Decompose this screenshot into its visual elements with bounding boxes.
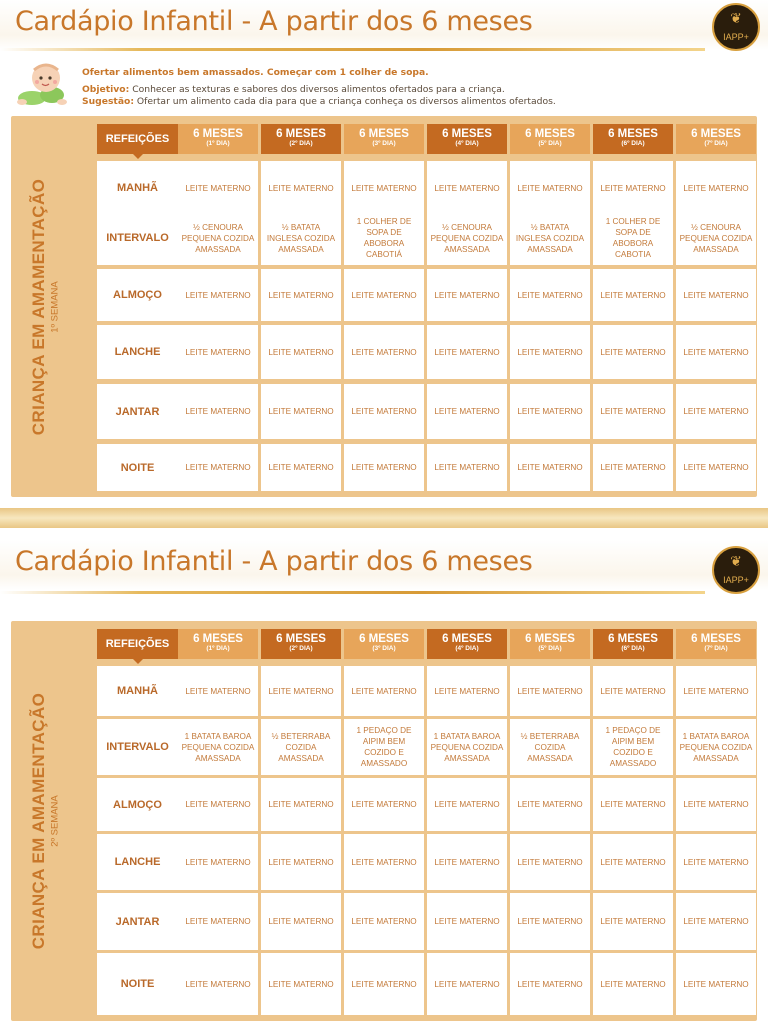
objective-line: Objetivo: Conhecer as texturas e sabores dos diversos alimentos ofertados para a criança.	[82, 84, 505, 95]
meal-label: LANCHE	[97, 325, 178, 379]
menu-cell: LEITE MATERNO	[427, 161, 507, 215]
meals-header: REFEIÇÕES	[97, 124, 178, 154]
day-header-age: 6 MESES	[276, 633, 326, 645]
menu-cell: LEITE MATERNO	[593, 778, 673, 831]
day-header-day: (4º DIA)	[455, 140, 479, 147]
menu-cell: LEITE MATERNO	[427, 834, 507, 890]
menu-table-week-1	[11, 116, 757, 497]
day-header-age: 6 MESES	[525, 633, 575, 645]
page-header	[0, 540, 768, 590]
menu-cell: LEITE MATERNO	[344, 269, 424, 321]
page-title: Cardápio Infantil - A partir dos 6 meses	[15, 6, 533, 37]
menu-cell: LEITE MATERNO	[178, 384, 258, 439]
menu-cell: LEITE MATERNO	[593, 666, 673, 716]
day-header-3	[344, 124, 424, 154]
day-header-5	[510, 629, 590, 659]
day-header-day: (6º DIA)	[621, 645, 645, 652]
day-header-day: (6º DIA)	[621, 140, 645, 147]
menu-cell: ½ BATATA INGLESA COZIDA AMASSADA	[510, 211, 590, 265]
day-header-4	[427, 124, 507, 154]
logo-text: IAPP+	[723, 575, 749, 585]
menu-cell: LEITE MATERNO	[344, 384, 424, 439]
day-header-day: (5º DIA)	[538, 140, 562, 147]
menu-cell: LEITE MATERNO	[344, 953, 424, 1015]
day-header-1	[178, 124, 258, 154]
day-header-day: (3º DIA)	[372, 140, 396, 147]
day-header-2	[261, 124, 341, 154]
logo	[712, 546, 760, 594]
menu-cell: LEITE MATERNO	[676, 666, 756, 716]
menu-cell: LEITE MATERNO	[510, 384, 590, 439]
meal-label: JANTAR	[97, 893, 178, 950]
menu-cell: LEITE MATERNO	[510, 953, 590, 1015]
menu-cell: LEITE MATERNO	[344, 893, 424, 950]
logo-text: IAPP+	[723, 32, 749, 42]
day-header-1	[178, 629, 258, 659]
meal-label: MANHÃ	[97, 161, 178, 215]
menu-cell: LEITE MATERNO	[261, 953, 341, 1015]
menu-cell: LEITE MATERNO	[178, 269, 258, 321]
meal-label: ALMOÇO	[97, 778, 178, 831]
menu-cell: LEITE MATERNO	[510, 161, 590, 215]
page-header	[0, 0, 768, 50]
menu-cell: LEITE MATERNO	[593, 893, 673, 950]
menu-cell: LEITE MATERNO	[427, 953, 507, 1015]
menu-cell: LEITE MATERNO	[427, 444, 507, 491]
menu-cell: LEITE MATERNO	[510, 834, 590, 890]
day-header-day: (2º DIA)	[289, 140, 313, 147]
day-header-age: 6 MESES	[193, 128, 243, 140]
menu-cell: LEITE MATERNO	[261, 444, 341, 491]
menu-cell: LEITE MATERNO	[178, 893, 258, 950]
day-header-day: (1º DIA)	[206, 645, 230, 652]
day-header-7	[676, 124, 756, 154]
day-header-day: (5º DIA)	[538, 645, 562, 652]
menu-cell: LEITE MATERNO	[593, 953, 673, 1015]
menu-cell: LEITE MATERNO	[344, 666, 424, 716]
page-title: Cardápio Infantil - A partir dos 6 meses	[15, 546, 533, 577]
day-header-age: 6 MESES	[442, 633, 492, 645]
menu-cell: LEITE MATERNO	[344, 778, 424, 831]
baby-icon	[10, 58, 70, 110]
menu-cell: LEITE MATERNO	[344, 325, 424, 379]
menu-cell: LEITE MATERNO	[178, 325, 258, 379]
tree-logo-icon: ❦	[730, 11, 742, 27]
menu-cell: LEITE MATERNO	[593, 384, 673, 439]
menu-cell: LEITE MATERNO	[593, 269, 673, 321]
instruction-line: Ofertar alimentos bem amassados. Começar com 1 colher de sopa.	[82, 67, 429, 78]
day-header-age: 6 MESES	[608, 633, 658, 645]
menu-cell: ½ CENOURA PEQUENA COZIDA AMASSADA	[178, 211, 258, 265]
title-underline	[0, 48, 705, 51]
menu-cell: LEITE MATERNO	[510, 269, 590, 321]
menu-cell: LEITE MATERNO	[427, 893, 507, 950]
menu-cell: LEITE MATERNO	[261, 893, 341, 950]
meals-header: REFEIÇÕES	[97, 629, 178, 659]
meal-label: NOITE	[97, 953, 178, 1015]
suggestion-line: Sugestão: Ofertar um alimento cada dia para que a criança conheça os diversos alimentos ofertados.	[82, 96, 556, 107]
menu-cell: LEITE MATERNO	[261, 384, 341, 439]
day-header-day: (7º DIA)	[704, 645, 728, 652]
day-header-age: 6 MESES	[359, 128, 409, 140]
day-header-age: 6 MESES	[691, 128, 741, 140]
menu-cell: ½ CENOURA PEQUENA COZIDA AMASSADA	[427, 211, 507, 265]
menu-cell: 1 BATATA BAROA PEQUENA COZIDA AMASSADA	[427, 719, 507, 775]
menu-cell: LEITE MATERNO	[261, 161, 341, 215]
menu-cell: LEITE MATERNO	[427, 666, 507, 716]
menu-cell: LEITE MATERNO	[510, 666, 590, 716]
menu-cell: ½ CENOURA PEQUENA COZIDA AMASSADA	[676, 211, 756, 265]
menu-cell: LEITE MATERNO	[676, 269, 756, 321]
menu-cell: LEITE MATERNO	[178, 953, 258, 1015]
menu-cell: 1 PEDAÇO DE AIPIM BEM COZIDO E AMASSADO	[344, 719, 424, 775]
day-header-age: 6 MESES	[276, 128, 326, 140]
menu-cell: LEITE MATERNO	[178, 161, 258, 215]
menu-page-week-1	[0, 0, 768, 505]
menu-cell: LEITE MATERNO	[261, 666, 341, 716]
menu-cell: LEITE MATERNO	[344, 161, 424, 215]
menu-cell: LEITE MATERNO	[676, 893, 756, 950]
meal-label: ALMOÇO	[97, 269, 178, 321]
day-header-5	[510, 124, 590, 154]
day-header-3	[344, 629, 424, 659]
menu-cell: LEITE MATERNO	[427, 384, 507, 439]
day-header-7	[676, 629, 756, 659]
meal-label: LANCHE	[97, 834, 178, 890]
menu-cell: 1 COLHER DE SOPA DE ABOBORA CABOTIÁ	[344, 211, 424, 265]
menu-cell: ½ BATATA INGLESA COZIDA AMASSADA	[261, 211, 341, 265]
menu-table-week-2	[11, 621, 757, 1021]
menu-cell: LEITE MATERNO	[427, 269, 507, 321]
menu-cell: 1 BATATA BAROA PEQUENA COZIDA AMASSADA	[676, 719, 756, 775]
meal-label: NOITE	[97, 444, 178, 491]
menu-cell: LEITE MATERNO	[676, 778, 756, 831]
menu-cell: LEITE MATERNO	[427, 778, 507, 831]
tree-logo-icon: ❦	[730, 554, 742, 570]
menu-cell: LEITE MATERNO	[593, 834, 673, 890]
side-label-week: 1º SEMANA	[49, 280, 61, 333]
menu-cell: LEITE MATERNO	[510, 444, 590, 491]
menu-cell: LEITE MATERNO	[593, 325, 673, 379]
menu-cell: LEITE MATERNO	[178, 778, 258, 831]
day-header-day: (3º DIA)	[372, 645, 396, 652]
meal-label: JANTAR	[97, 384, 178, 439]
menu-cell: LEITE MATERNO	[676, 325, 756, 379]
menu-cell: LEITE MATERNO	[676, 834, 756, 890]
menu-cell: LEITE MATERNO	[593, 444, 673, 491]
menu-cell: 1 PEDAÇO DE AIPIM BEM COZIDO E AMASSADO	[593, 719, 673, 775]
day-header-age: 6 MESES	[442, 128, 492, 140]
menu-cell: LEITE MATERNO	[510, 778, 590, 831]
day-header-day: (7º DIA)	[704, 140, 728, 147]
menu-cell: LEITE MATERNO	[261, 269, 341, 321]
day-header-day: (2º DIA)	[289, 645, 313, 652]
side-label-week: 2º SEMANA	[49, 795, 61, 847]
menu-cell: 1 COLHER DE SOPA DE ABOBORA CABOTIA	[593, 211, 673, 265]
day-header-age: 6 MESES	[608, 128, 658, 140]
menu-cell: LEITE MATERNO	[178, 834, 258, 890]
menu-cell: LEITE MATERNO	[676, 161, 756, 215]
menu-cell: LEITE MATERNO	[178, 444, 258, 491]
day-header-age: 6 MESES	[359, 633, 409, 645]
instructions	[82, 67, 556, 108]
day-header-day: (1º DIA)	[206, 140, 230, 147]
side-label	[11, 621, 97, 1021]
menu-cell: 1 BATATA BAROA PEQUENA COZIDA AMASSADA	[178, 719, 258, 775]
menu-cell: LEITE MATERNO	[676, 384, 756, 439]
menu-cell: LEITE MATERNO	[261, 325, 341, 379]
day-header-age: 6 MESES	[691, 633, 741, 645]
menu-cell: ½ BETERRABA COZIDA AMASSADA	[261, 719, 341, 775]
day-header-4	[427, 629, 507, 659]
title-underline	[0, 591, 705, 594]
meal-label: INTERVALO	[97, 719, 178, 775]
menu-cell: LEITE MATERNO	[178, 666, 258, 716]
day-header-day: (4º DIA)	[455, 645, 479, 652]
logo	[712, 3, 760, 51]
menu-cell: LEITE MATERNO	[261, 778, 341, 831]
menu-cell: LEITE MATERNO	[344, 444, 424, 491]
menu-cell: LEITE MATERNO	[427, 325, 507, 379]
side-label-main: CRIANÇA EM AMAMENTAÇÃO	[29, 692, 48, 950]
side-label-main: CRIANÇA EM AMAMENTAÇÃO	[29, 178, 48, 435]
meal-label: MANHÃ	[97, 666, 178, 716]
side-label	[11, 116, 97, 497]
menu-cell: ½ BETERRABA COZIDA AMASSADA	[510, 719, 590, 775]
page-divider	[0, 508, 768, 528]
day-header-2	[261, 629, 341, 659]
menu-cell: LEITE MATERNO	[510, 893, 590, 950]
menu-page-week-2	[0, 540, 768, 1024]
meal-label: INTERVALO	[97, 211, 178, 265]
menu-cell: LEITE MATERNO	[676, 953, 756, 1015]
menu-cell: LEITE MATERNO	[676, 444, 756, 491]
day-header-age: 6 MESES	[525, 128, 575, 140]
day-header-age: 6 MESES	[193, 633, 243, 645]
menu-cell: LEITE MATERNO	[593, 161, 673, 215]
menu-cell: LEITE MATERNO	[344, 834, 424, 890]
menu-cell: LEITE MATERNO	[261, 834, 341, 890]
menu-cell: LEITE MATERNO	[510, 325, 590, 379]
day-header-6	[593, 629, 673, 659]
day-header-6	[593, 124, 673, 154]
